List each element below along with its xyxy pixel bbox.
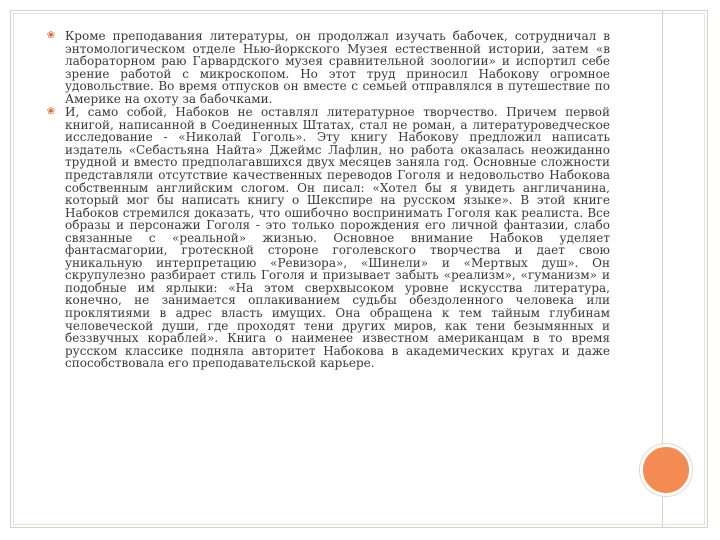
paragraph-text: Кроме преподавания литературы, он продолжал изучать бабочек, сотрудничал в энтомологическом отделе Нью-йоркского Музея естественной истории, затем «в лабораторном раю Гарвардского музея сравнительной зоологии» и испортил себе зрение работой с микроскопом. Но этот труд приносил Набокову огромное удовольствие. Во время отпусков он вместе с семьей отправлялся в путешествие по Америке на охоту за бабочками. [65, 29, 610, 106]
bullet-paragraph-1 [44, 30, 610, 105]
paragraph-text: И, само собой, Набоков не оставлял литературное творчество. Причем первой книгой, написанной в Соединенных Штатах, стал не роман, а литературоведческое исследование - «Николай Гоголь». Эту книгу Набокову предложил написать издатель «Себастьяна Найта» Джеймс Лафлин, но работа оказалась неожиданно трудной и вместо предполагавшихся двух месяцев заняла год. Основные сложности представляли отсутствие качественных переводов Гоголя и недовольство Набокова собственным английским слогом. Он писал: «Хотел бы я увидеть англичанина, который мог бы написать книгу о Шекспире на русском языке». В этой книге Набоков стремился доказать, что ошибочно воспринимать Гоголя как реалиста. Все образы и персонажи Гоголя - это только порождения его личной фантазии, слабо связанные с «реальной» жизнью. Основное внимание Набоков уделяет фантасмагории, гротескной стороне гоголевского творчества и дает свою уникальную интерпретацию «Ревизора», «Шинели» и «Мертвых душ». Он скрупулезно разбирает стиль Гоголя и призывает забыть «реализм», «гуманизм» и подобные им ярлыки: «На этом сверхвысоком уровне искусства литература, конечно, не занимается оплакиванием судьбы обездоленного человека или проклятиями в адрес власть имущих. Она обращена к тем тайным глубинам человеческой души, где проходят тени других миров, как тени безымянных и беззвучных кораблей». Книга о наименее известном американцам в то время русском классике подняла авторитет Набокова в академических кругах и даже способствовала его преподавательской карьере. [65, 105, 610, 371]
accent-circle [640, 444, 692, 496]
bullet-ornament-icon: ❀ [46, 30, 56, 41]
bullet-paragraph-2 [44, 106, 610, 369]
slide-content [44, 30, 610, 370]
bullet-ornament-icon: ❀ [46, 106, 56, 118]
